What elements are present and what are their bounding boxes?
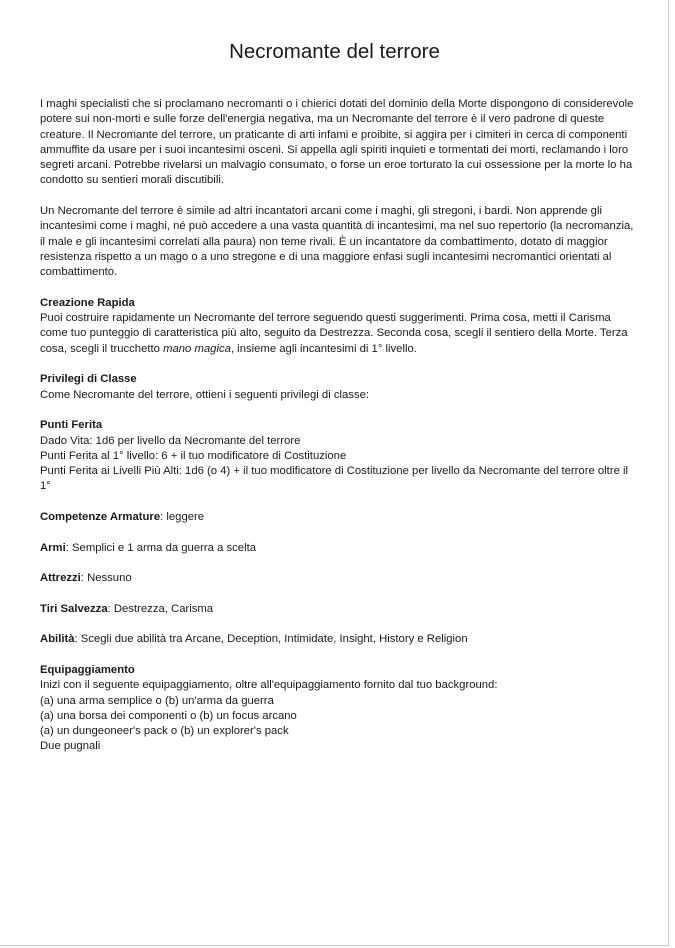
quick-build-heading: Creazione Rapida bbox=[40, 296, 135, 309]
equipment-heading: Equipaggiamento bbox=[40, 663, 135, 676]
hit-points-higher-levels-line: Punti Ferita ai Livelli Più Alti: 1d6 (o 4) + il tuo modificatore di Costituzione per livello da Necromante del terrore oltre il 1° bbox=[40, 465, 629, 493]
weapons-label: Armi bbox=[40, 541, 66, 554]
equipment-section bbox=[40, 663, 640, 755]
armor-value: : leggere bbox=[160, 511, 205, 524]
quick-build-cantrip-name: mano magica bbox=[163, 342, 231, 355]
equipment-intro-line: Inizi con il seguente equipaggiamento, oltre all'equipaggiamento fornito dal tuo background: bbox=[40, 679, 498, 692]
hit-points-heading: Punti Ferita bbox=[40, 419, 103, 432]
intro-paragraph-1: I maghi specialisti che si proclamano necromanti o i chierici dotati del dominio della Morte dispongono di considerevole potere sui non-morti e sulle forze dell'energia negativa, ma un Necromante del terrore è il vero padrone di queste creature. Il Necromante del terrore, un praticante di arti infami e proibite, si aggira per i cimiteri in cerca di componenti ammuffite da usare per i suoi incantesimi osceni. Si appella agli spiriti inquieti e tormentati dei morti, reclamando i loro segreti arcani. Potrebbe rivelarsi un malvagio consumato, o forse un eroe torturato la cui ossessione per la morte lo ha condotto su sentieri morali discutibili. bbox=[40, 98, 634, 187]
document-body bbox=[40, 97, 640, 770]
hit-points-section bbox=[40, 418, 640, 494]
tools-label: Attrezzi bbox=[40, 572, 81, 585]
skills-value: : Scegli due abilità tra Arcane, Deception, Intimidate, Insight, History e Religion bbox=[74, 633, 468, 646]
quick-build-text-end: , insieme agli incantesimi di 1° livello. bbox=[230, 342, 417, 355]
saving-throws-label: Tiri Salvezza bbox=[40, 602, 108, 615]
equipment-choice-weapon: (a) una arma semplice o (b) un'arma da guerra bbox=[40, 694, 274, 707]
equipment-choice-pack: (a) un dungeoneer's pack o (b) un explorer's pack bbox=[40, 725, 289, 738]
tools-value: : Nessuno bbox=[80, 572, 132, 585]
class-features-heading: Privilegi di Classe bbox=[40, 373, 137, 386]
saving-throws-value: : Destrezza, Carisma bbox=[107, 602, 214, 615]
weapons-proficiency bbox=[40, 541, 640, 556]
class-features-section bbox=[40, 372, 640, 403]
equipment-daggers: Due pugnali bbox=[40, 740, 101, 753]
hit-dice-line: Dado Vita: 1d6 per livello da Necromante del terrore bbox=[40, 434, 301, 447]
weapons-value: : Semplici e 1 arma da guerra a scelta bbox=[65, 541, 257, 554]
quick-build-text bbox=[40, 311, 640, 357]
skills-proficiency bbox=[40, 632, 640, 647]
quick-build-text-start: Puoi costruire rapidamente un Necromante del terrore seguendo questi suggerimenti. Prima cosa, metti il Carisma come tuo punteggio di caratteristica più alto, seguito da Destrezza. Seconda cosa, scegli il sentiero della Morte. Terza cosa, scegli il trucchetto bbox=[40, 312, 628, 355]
quick-build-section bbox=[40, 296, 640, 357]
class-features-text: Come Necromante del terrore, ottieni i seguenti privilegi di classe: bbox=[40, 388, 370, 401]
intro-paragraph-2: Un Necromante del terrore è simile ad altri incantatori arcani come i maghi, gli stregoni, i bardi. Non apprende gli incantesimi come i maghi, né può accedere a una vasta quantità di incantesimi, ma nel suo repertorio (la necromanzia, il male e gli incantesimi correlati alla paura) non teme rivali. È un incantatore da combattimento, dotato di maggior resistenza rispetto a un mago o a uno stregone e di una maggiore enfasi sugli incantesimi necromantici orientati al combattimento. bbox=[40, 205, 634, 279]
armor-proficiency bbox=[40, 510, 640, 525]
hit-points-first-level-line: Punti Ferita al 1° livello: 6 + il tuo modificatore di Costituzione bbox=[40, 449, 347, 462]
page-title: Necromante del terrore bbox=[229, 40, 440, 63]
saving-throws-proficiency bbox=[40, 602, 640, 617]
tools-proficiency bbox=[40, 571, 640, 586]
armor-label: Competenze Armature bbox=[40, 511, 161, 524]
equipment-choice-focus: (a) una borsa dei componenti o (b) un focus arcano bbox=[40, 709, 297, 722]
skills-label: Abilità bbox=[40, 633, 75, 646]
